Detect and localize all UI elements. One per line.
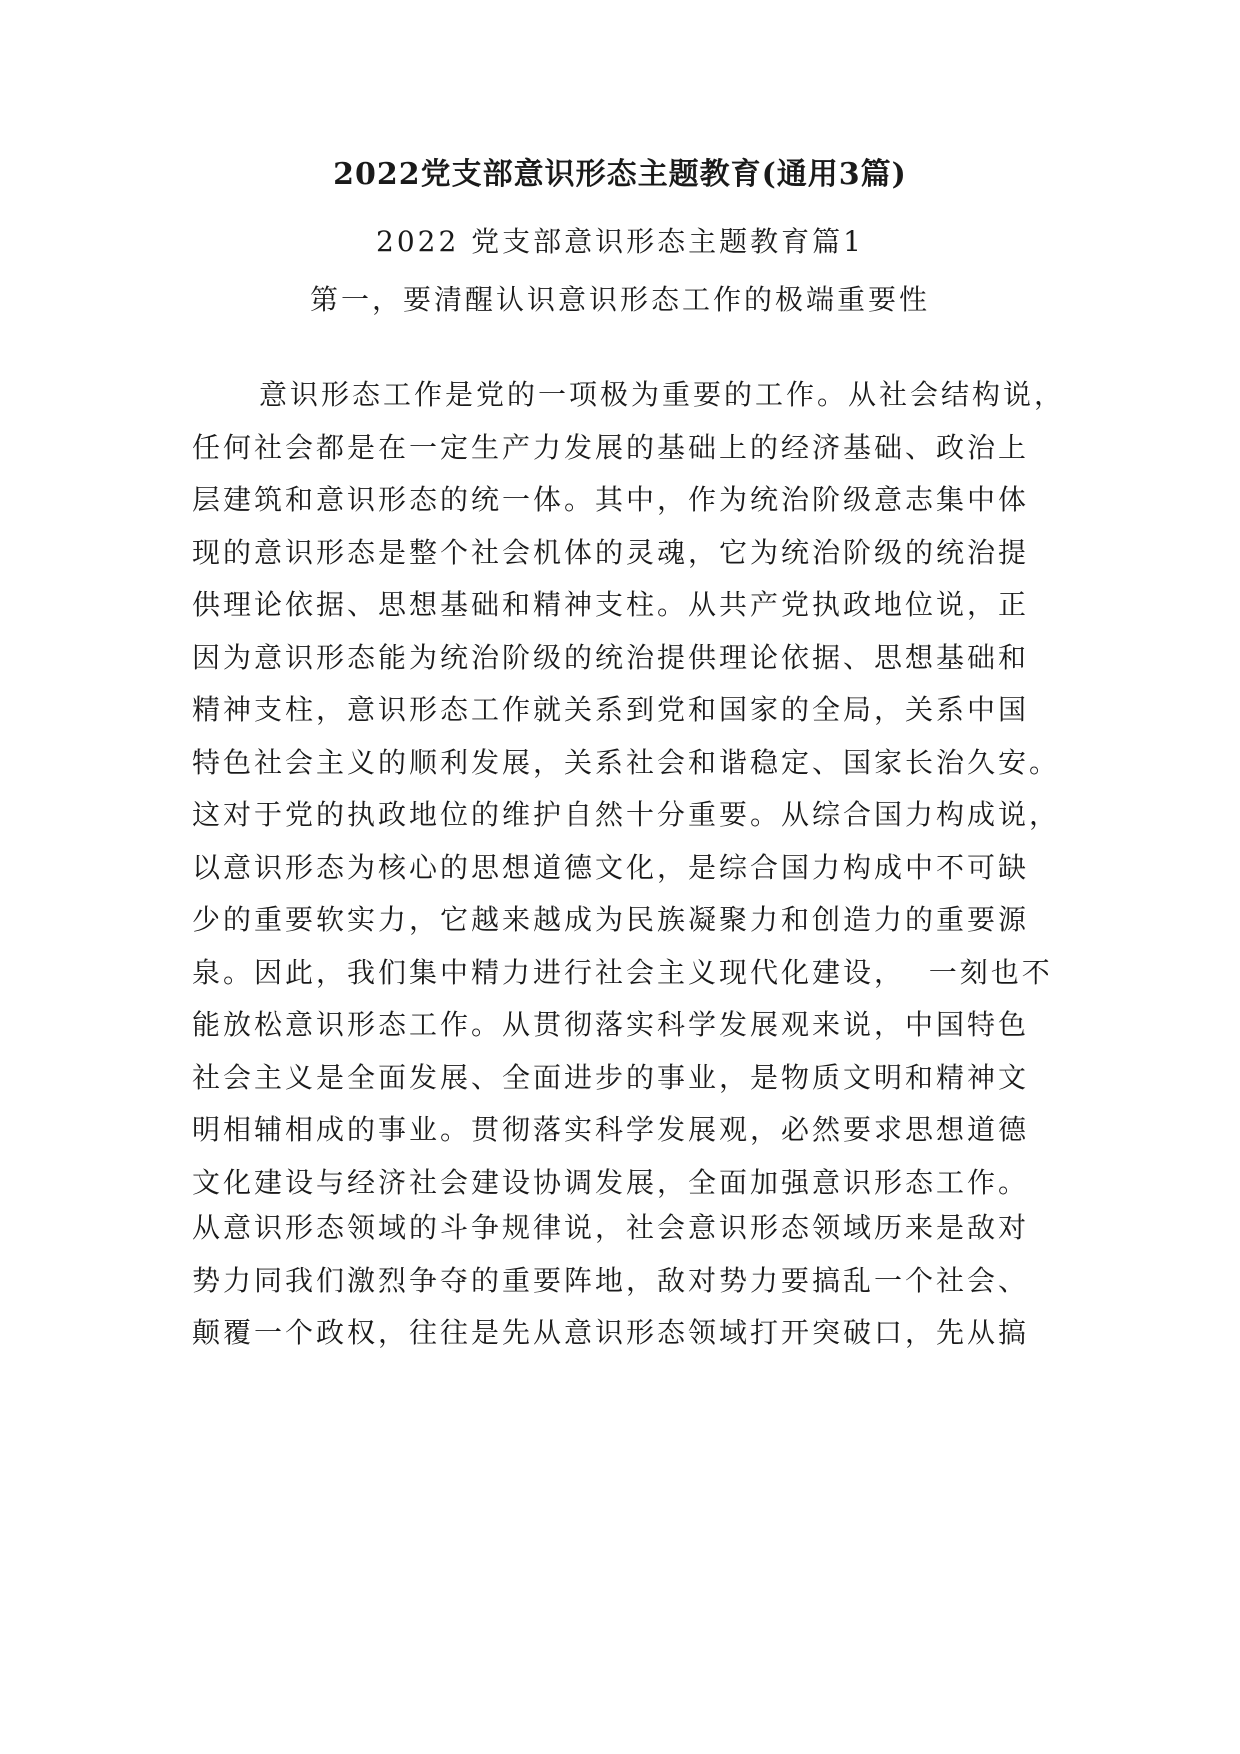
- document-title: 2022党支部意识形态主题教育(通用3篇): [333, 157, 907, 192]
- paragraph-line: 少的重要软实力，它越来越成为民族凝聚力和创造力的重要源: [192, 903, 1030, 936]
- paragraph-line: 供理论依据、思想基础和精神支柱。从共产党执政地位说，正: [192, 588, 1030, 621]
- paragraph-line: 意识形态工作是党的一项极为重要的工作。从社会结构说，: [259, 378, 1066, 411]
- section-heading: 第一，要清醒认识意识形态工作的极端重要性: [309, 283, 930, 316]
- paragraph-line: 任何社会都是在一定生产力发展的基础上的经济基础、政治上: [192, 430, 1030, 464]
- paragraph-line: 这对于党的执政地位的维护自然十分重要。从综合国力构成说，: [192, 798, 1061, 831]
- paragraph-line: 现的意识形态是整个社会机体的灵魂，它为统治阶级的统治提: [192, 535, 1030, 569]
- paragraph-line: 精神支柱，意识形态工作就关系到党和国家的全局，关系中国: [192, 693, 1030, 726]
- paragraph-line: 能放松意识形态工作。从贯彻落实科学发展观来说，中国特色: [192, 1008, 1030, 1041]
- paragraph-line: 社会主义是全面发展、全面进步的事业，是物质文明和精神文: [192, 1060, 1030, 1094]
- paragraph-1: [192, 369, 1066, 1209]
- paragraph-line: 文化建设与经济社会建设协调发展，全面加强意识形态工作。: [192, 1165, 1030, 1199]
- paragraph-line: 明相辅相成的事业。贯彻落实科学发展观，必然要求思想道德: [192, 1113, 1030, 1146]
- paragraph-line: 层建筑和意识形态的统一体。其中，作为统治阶级意志集中体: [192, 483, 1030, 516]
- paragraph-line: 特色社会主义的顺利发展，关系社会和谐稳定、国家长治久安。: [192, 745, 1061, 779]
- paragraph-line: 以意识形态为核心的思想道德文化，是综合国力构成中不可缺: [192, 850, 1030, 884]
- paragraph-line: 因为意识形态能为统治阶级的统治提供理论依据、思想基础和: [192, 640, 1030, 674]
- paragraph-2: [192, 1202, 1052, 1360]
- paragraph-line: 势力同我们激烈争夺的重要阵地，敌对势力要搞乱一个社会、: [192, 1263, 1030, 1297]
- paragraph-line: 从意识形态领域的斗争规律说，社会意识形态领域历来是敌对: [192, 1211, 1030, 1244]
- paragraph-line: 颠覆一个政权，往往是先从意识形态领域打开突破口，先从搞: [192, 1316, 1030, 1349]
- paragraph-line: 泉。因此，我们集中精力进行社会主义现代化建设， 一刻也不: [192, 955, 1053, 989]
- document-subtitle: 2022 党支部意识形态主题教育篇1: [376, 225, 864, 258]
